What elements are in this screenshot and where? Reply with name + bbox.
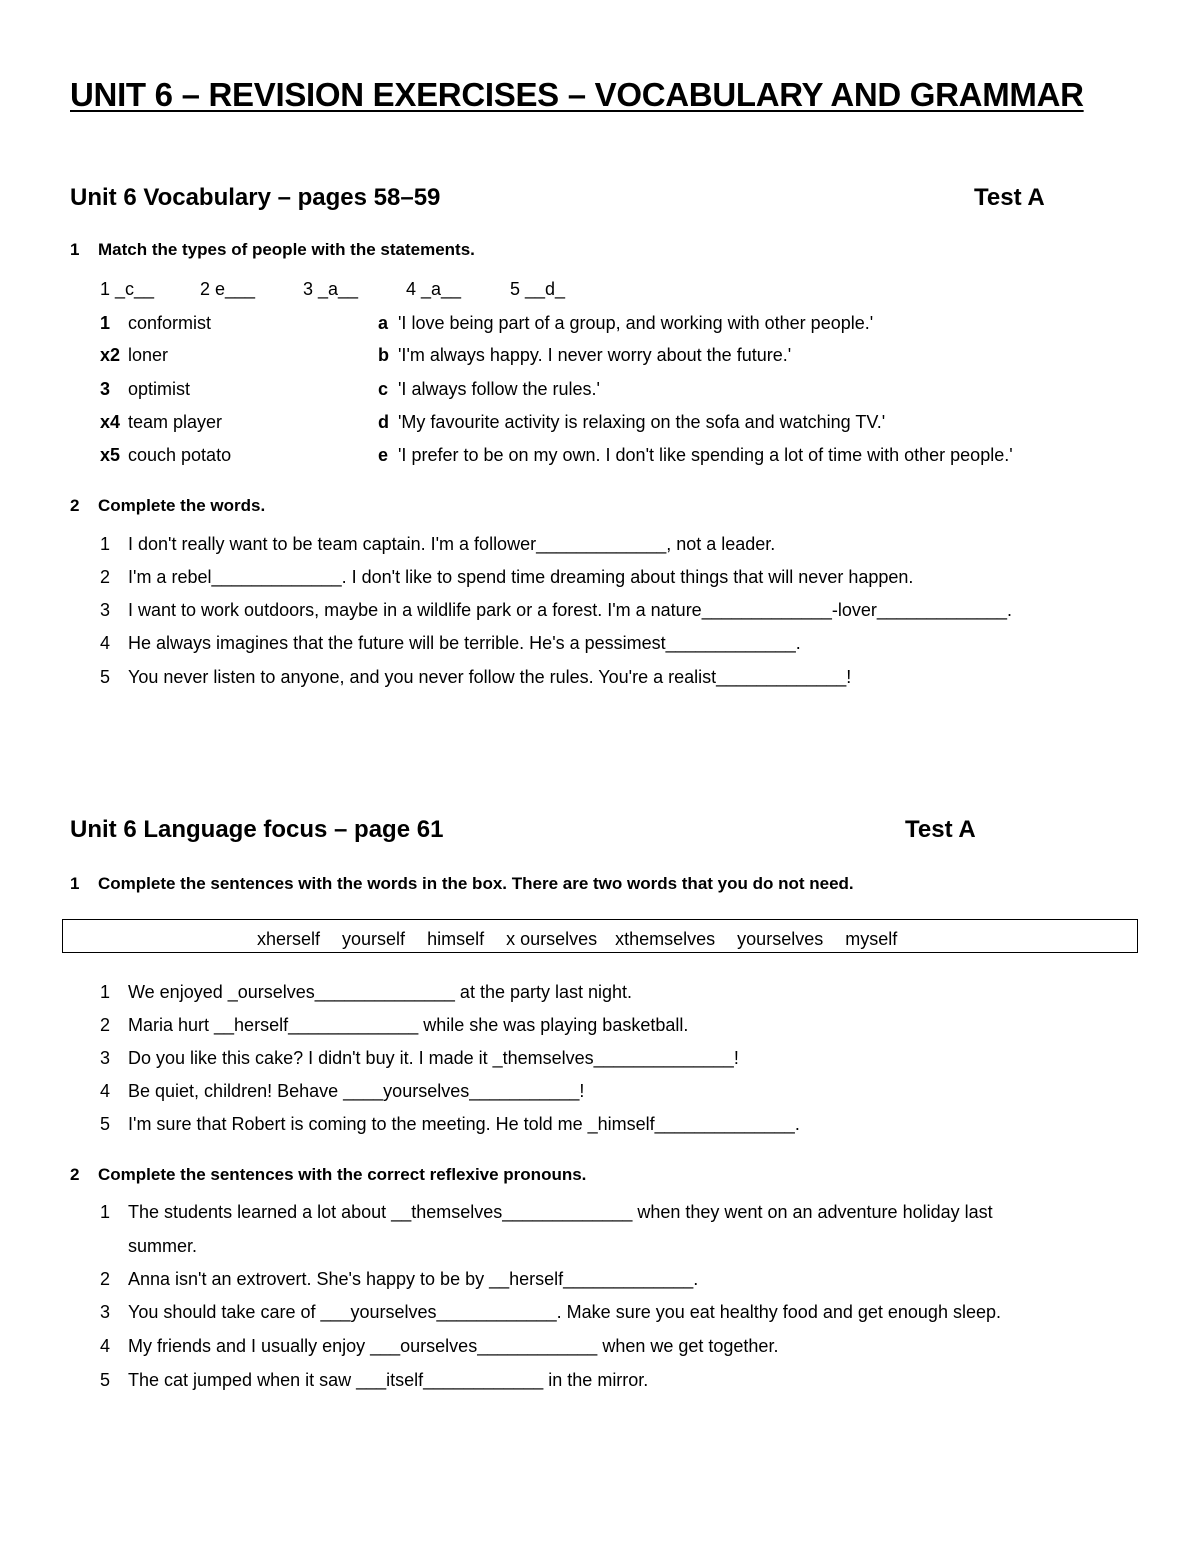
list-item[interactable]: 2 Maria hurt __herself_____________ while she was playing basketball. [100,1015,689,1035]
box-word: himself [427,929,485,949]
exercise-number: 1 [70,874,80,893]
instruction-text: Complete the sentences with the words in the box. There are two words that you do not need. [98,874,854,893]
answer-4[interactable]: 4 _a__ [406,279,462,299]
vocab-test-label: Test A [974,184,1045,211]
match-left-item: x5 couch potato [100,445,232,465]
exercise-number: 2 [70,1165,80,1184]
answer-3[interactable]: 3 _a__ [303,279,359,299]
match-left-item: x2 loner [100,345,169,365]
list-item[interactable]: 5 You never listen to anyone, and you never follow the rules. You're a realist_____________! [100,667,852,687]
lang-test-label: Test A [905,816,976,843]
list-item[interactable]: 4 He always imagines that the future will be terrible. He's a pessimest_____________. [100,633,801,653]
box-word: yourself [342,929,406,949]
list-item[interactable]: 4 Be quiet, children! Behave ____yourselves___________! [100,1081,585,1101]
list-item[interactable]: 3 You should take care of ___yourselves____________. Make sure you eat healthy food and get enough sleep. [100,1302,1001,1322]
match-left-item: 1 conformist [100,313,212,333]
match-left-item: x4 team player [100,412,223,432]
match-right-item: c 'I always follow the rules.' [378,379,600,399]
box-word: x ourselves [506,929,598,949]
list-item[interactable]: 1 The students learned a lot about __themselves_____________ when they went on an adventure holiday last [100,1202,993,1222]
match-right-item: a 'I love being part of a group, and working with other people.' [378,313,874,333]
match-right-item: e 'I prefer to be on my own. I don't like spending a lot of time with other people.' [378,445,1013,465]
page-title: UNIT 6 – REVISION EXERCISES – VOCABULARY AND GRAMMAR [70,76,1084,113]
list-item[interactable]: 2 I'm a rebel_____________. I don't like to spend time dreaming about things that will never happen. [100,567,914,587]
instruction-text: Complete the sentences with the correct reflexive pronouns. [98,1165,587,1184]
list-item-continuation: summer. [128,1236,198,1256]
list-item[interactable]: 1 We enjoyed _ourselves______________ at the party last night. [100,982,633,1002]
match-right-item: b 'I'm always happy. I never worry about the future.' [378,345,792,365]
answer-1[interactable]: 1 _c__ [100,279,155,299]
lang-ex1-instruction [70,874,854,894]
list-item[interactable]: 3 I want to work outdoors, maybe in a wildlife park or a forest. I'm a nature_____________-lover_____________. [100,600,1012,620]
box-word: xherself [257,929,321,949]
exercise-number: 2 [70,496,80,515]
answer-5[interactable]: 5 __d_ [510,279,566,299]
list-item[interactable]: 3 Do you like this cake? I didn't buy it. I made it _themselves______________! [100,1048,739,1068]
instruction-text: Complete the words. [98,496,266,515]
lang-heading: Unit 6 Language focus – page 61 [70,816,444,843]
vocab-ex1-instruction [70,240,475,260]
lang-ex2-instruction [70,1165,586,1185]
match-left-item: 3 optimist [100,379,191,399]
answer-2[interactable]: 2 e___ [200,279,256,299]
word-box-words [257,929,919,950]
list-item[interactable]: 5 I'm sure that Robert is coming to the meeting. He told me _himself______________. [100,1114,800,1134]
list-item[interactable]: 4 My friends and I usually enjoy ___ourselves____________ when we get together. [100,1336,779,1356]
instruction-text: Match the types of people with the statements. [98,240,475,259]
box-word: xthemselves [615,929,716,949]
box-word: myself [845,929,898,949]
box-word: yourselves [737,929,824,949]
match-right-item: d 'My favourite activity is relaxing on the sofa and watching TV.' [378,412,886,432]
exercise-number: 1 [70,240,80,259]
vocab-ex2-instruction [70,496,265,516]
list-item[interactable]: 1 I don't really want to be team captain. I'm a follower_____________, not a leader. [100,534,776,554]
match-answers [100,279,565,300]
vocab-heading: Unit 6 Vocabulary – pages 58–59 [70,184,441,211]
list-item[interactable]: 5 The cat jumped when it saw ___itself____________ in the mirror. [100,1370,649,1390]
list-item[interactable]: 2 Anna isn't an extrovert. She's happy to be by __herself_____________. [100,1269,699,1289]
